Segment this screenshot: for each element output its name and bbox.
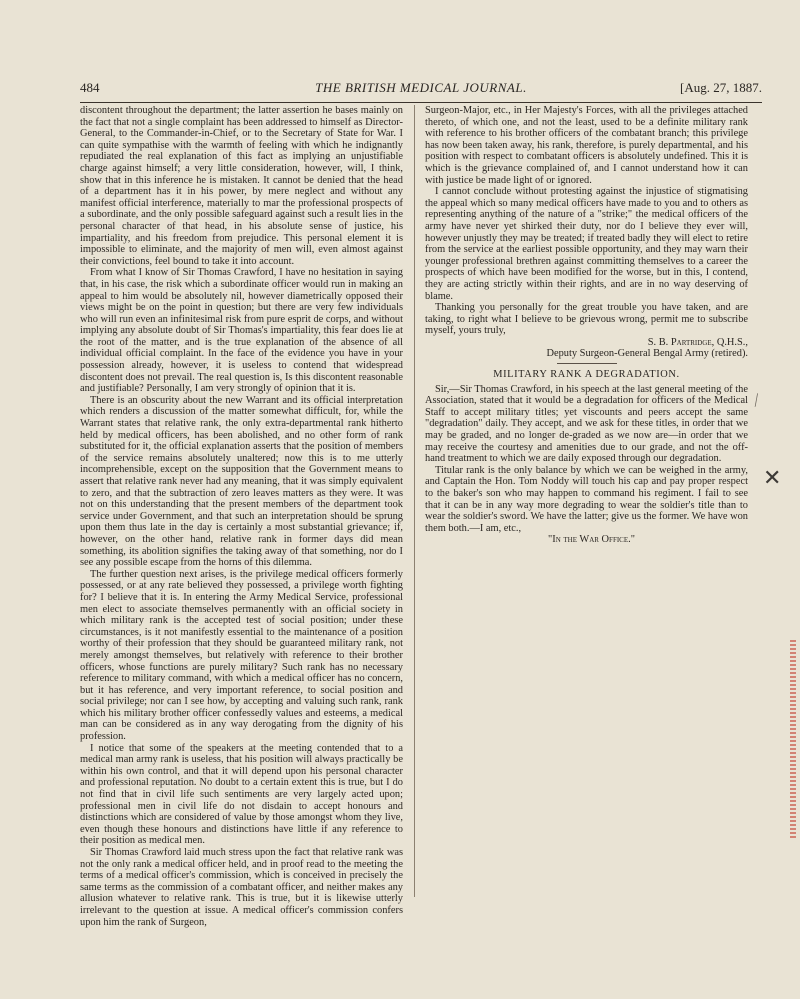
section-heading: MILITARY RANK A DEGRADATION. bbox=[493, 369, 680, 381]
closing-signature: "In the War Office." bbox=[548, 534, 635, 546]
right-column bbox=[425, 105, 748, 546]
paragraph: discontent throughout the department; the latter assertion he bases mainly on the fact that not a single complaint has been addressed to himself as Director-General, to the Commander-in-Chief, or to the Secretary of State for War. I can quite sympathise with the warmth of feeling with which he indignantly repudiated the real explanation of this fact as implying an unjustifiable charge against himself; a very little consideration, however, will, I think, show that in this inference he is mistaken. It cannot be denied that the head of a department has it in his power, by mere neglect and without any manifest official interference, materially to mar the professional prospects of a subordinate, and the only possible safeguard against such a result lies in the personal character of that head, in his absolute sense of justice, his impartiality, and his freedom from prejudice. This personal element it is impossible to eliminate, and the majority of men will, even almost against their convictions, feel bound to take it into account. bbox=[80, 105, 403, 267]
journal-page bbox=[80, 72, 762, 972]
left-column bbox=[80, 105, 403, 928]
issue-date: [Aug. 27, 1887. bbox=[680, 80, 762, 95]
section-rule bbox=[557, 363, 617, 364]
paragraph: I notice that some of the speakers at the meeting contended that to a medical man army rank is useless, that his position will always practically be within his own control, and that it will depend upon his personal character and professional reputation. No doubt to a certain extent this is true, but I do not find that in civil life such sentiments are very largely acted upon; professional men in civil life do not disdain to accept honours and distinctions which are considered of value by those amongst whom they live, even though these honours and distinctions have little if any reference to their position as medical men. bbox=[80, 742, 403, 847]
page-header bbox=[80, 80, 762, 103]
pencil-annotation-icon: ⟋ bbox=[748, 391, 766, 411]
paragraph: Sir,—Sir Thomas Crawford, in his speech at the last general meeting of the Association, stated that it would be a degradation for officers of the Medical Staff to accept military titles; yet viscounts and peers accept the same "degradation" daily. They accept, and we ask for these titles, in order that we may be graded, and no longer de-graded as we now are—in order that we may receive the courtesy and amenities due to our grade, and not the off-hand treatment to which we are daily exposed through our degradation. bbox=[425, 383, 748, 465]
paragraph: There is an obscurity about the new Warrant and its official interpretation which renders a discussion of the matter somewhat difficult, for, while the Warrant states that relative rank, the only extra-departmental rank hitherto held by medical officers, has been abolished, and no other form of rank substituted for it, the official explanation asserts that the position of members of the service remains absolutely unaltered; now this is to me utterly incomprehensible, except on the supposition that the Government means to assert that relative rank never had any meaning, that it was simply equivalent to zero, and that the subtraction of zero leaves matters as they were. It was not on this understanding that the present members of the department took service under Government, and that such an interpretation should be sprung upon them thus late in the day is certainly a most substantial grievance; if, however, on the other hand, relative rank in former days did mean something, its abolition signifies the taking away of that something, nor do I see any possible escape from the horns of this dilemma. bbox=[80, 394, 403, 569]
signature-title: Deputy Surgeon-General Bengal Army (retired). bbox=[546, 348, 748, 360]
page-edge-mark bbox=[790, 640, 796, 840]
paragraph: Surgeon-Major, etc., in Her Majesty's Forces, with all the privileges attached thereto, of which one, and not the least, used to be a definite military rank with reference to his brother officers of the combatant branch; this privilege has now been taken away, his rank, therefore, is purely departmental, and his position with respect to combatant officers is absolutely undefined. This it is which is the grievance complained of, and I cannot understand how it can with justice be made light of or ignored. bbox=[425, 105, 748, 186]
column-divider bbox=[414, 105, 415, 897]
pencil-x-mark-icon: ✕ bbox=[763, 466, 782, 491]
journal-title: THE BRITISH MEDICAL JOURNAL. bbox=[315, 80, 527, 95]
paragraph: From what I know of Sir Thomas Crawford, I have no hesitation in saying that, in his case, the risk which a subordinate officer would run in making an appeal to him would be absolutely nil, however diametrically opposed their views might be on the point in question; but there are very few individuals who will run even an infinitesimal risk from pure esprit de corps, and without implying any absolute doubt of Sir Thomas's impartiality, this fear does lie at the root of the matter, and is the true explanation of the absence of all individual official complaint. In the face of the evidence you have in your possession already, however, it is useless to contend that widespread discontent does not prevail. The real question is, Is this discontent reasonable and justifiable? Personally, I am very strongly of opinion that it is. bbox=[80, 267, 403, 395]
page-number: 484 bbox=[80, 80, 100, 95]
paragraph: The further question next arises, is the privilege medical officers formerly possessed, or at any rate believed they possessed, a privilege worth fighting for? I believe that it is. In entering the Army Medical Service, professional men elect to associate themselves permanently with an official society in which military rank is the accepted test of social position; under these circumstances, is it not manifestly essential to the maintenance of a position worthy of their profession that they should be guaranteed military rank, not merely amongst themselves, but relatively with reference to their brother officers, whose functions are purely military? Such rank has no necessary reference to military command, with which a medical officer has no concern, but it has reference, and very important reference, to social position and social privilege; nor can I see how, by accepting and valuing such rank, rank which his military brother officer confessedly values and esteems, a medical man can be considered as in any way derogating from the dignity of his profession. bbox=[80, 568, 403, 743]
signature-name: S. B. Partridge, Q.H.S., bbox=[647, 336, 748, 348]
paragraph: Titular rank is the only balance by which we can be weighed in the army, and Captain the Hon. Tom Noddy will touch his cap and pay proper respect to the baker's son who may happen to command his regiment. I fail to see that it can be in any way more degrading to wear the soldier's title than to wear the soldier's sword. We have the latter; give us the former. We have won them both.—I am, etc., bbox=[425, 464, 748, 534]
paragraph: Thanking you personally for the great trouble you have taken, and are taking, to right what I believe to be grievous wrong, permit me to subscribe myself, yours truly, bbox=[425, 302, 748, 337]
paragraph: I cannot conclude without protesting against the injustice of stigmatising the appeal which so many medical officers have made to you and to others as representing anything of the nature of a "strike;" the medical officers of the army have never yet shirked their duty, nor do I believe they ever will, however unjustly they may be treated; if treated badly they will elect to retire from the service at the earliest possible opportunity, and they may warn their younger professional brethren against committing themselves to a career the prospects of which have been modified for the worse, but in this, I contend, they are acting strictly within their rights, and are in no way deserving of blame. bbox=[425, 186, 748, 302]
paragraph: Sir Thomas Crawford laid much stress upon the fact that relative rank was not the only rank a medical officer held, and in proof read to the meeting the terms of a medical officer's commission, which is conceived in precisely the same terms as the commission of a combatant officer, and neither makes any allusion whatever to relative rank. This is true, but it is likewise utterly irrelevant to the question at issue. A medical officer's commission confers upon him the rank of Surgeon, bbox=[80, 847, 403, 928]
